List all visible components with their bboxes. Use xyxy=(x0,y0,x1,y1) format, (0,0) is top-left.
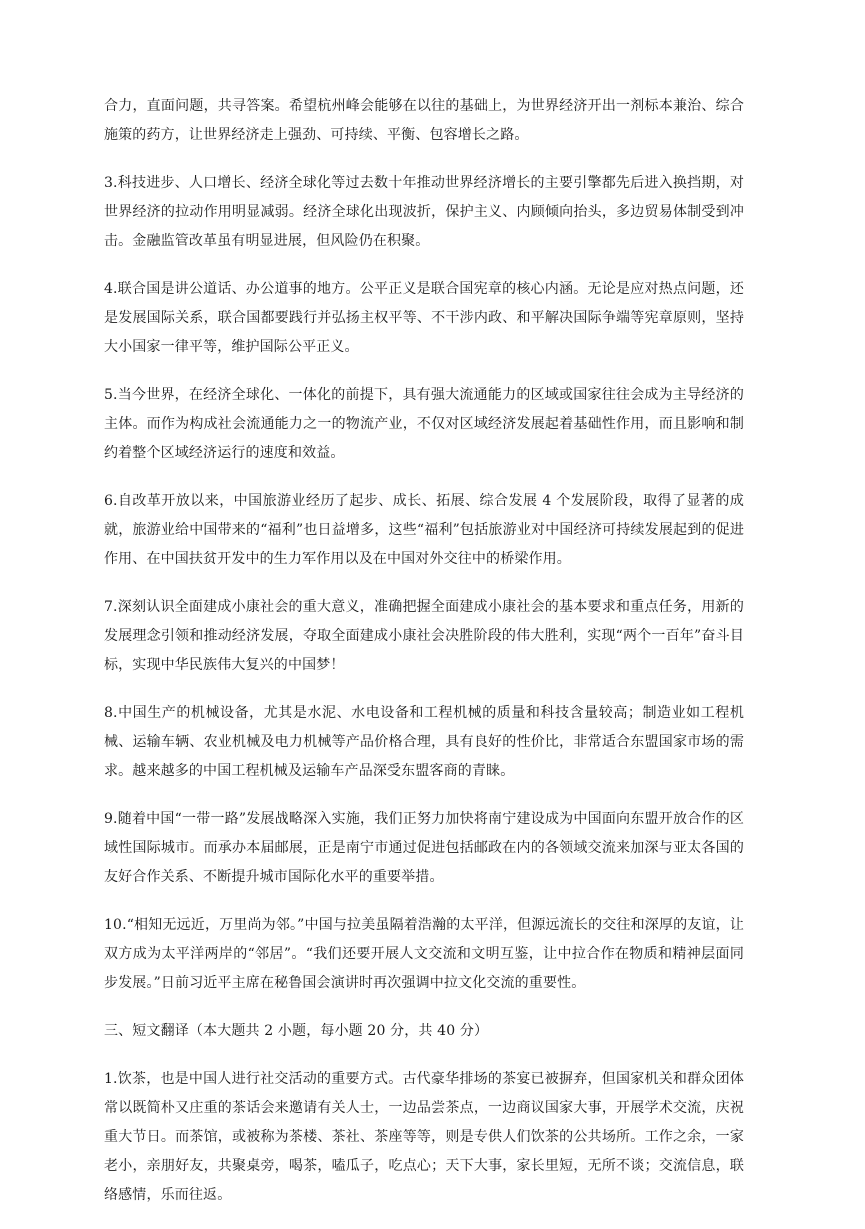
paragraph-item-8: 8.中国生产的机械设备，尤其是水泥、水电设备和工程机械的质量和科技含量较高；制造业如工程机械、运输车辆、农业机械及电力机械等产品价格合理，具有良好的性价比，非常适合东盟国家市场的需求。越来越多的中国工程机械及运输车产品深受东盟客商的青睐。 xyxy=(104,705,744,779)
paragraph-item-10: 10.“相知无远近，万里尚为邻。”中国与拉美虽隔着浩瀚的太平洋，但源远流长的交往和深厚的友谊，让双方成为太平洋两岸的“邻居”。“我们还要开展人文交流和文明互鉴，让中拉合作在物质和精神层面同步发展。”日前习近平主席在秘鲁国会演讲时再次强调中拉文化交流的重要性。 xyxy=(104,917,744,991)
passage-paragraph-1: 1.饮茶，也是中国人进行社交活动的重要方式。古代豪华排场的茶宴已被摒弃，但国家机关和群众团体常以既简朴又庄重的茶话会来邀请有关人士，一边品尝茶点，一边商议国家大事，开展学术交流，庆祝重大节日。而茶馆，或被称为茶楼、茶社、茶座等等，则是专供人们饮茶的公共场所。工作之余，一家老小，亲朋好友，共聚桌旁，喝茶，嗑瓜子，吃点心；天下大事，家长里短，无所不谈；交流信息，联络感情，乐而往返。 xyxy=(104,1071,744,1203)
paragraph-item-6: 6.自改革开放以来，中国旅游业经历了起步、成长、拓展、综合发展 4 个发展阶段，取得了显著的成就，旅游业给中国带来的“福利”也日益增多，这些“福利”包括旅游业对中国经济可持续发展起到的促进作用、在中国扶贫开发中的生力军作用以及在中国对外交往中的桥梁作用。 xyxy=(104,493,744,567)
paragraph-item-7: 7.深刻认识全面建成小康社会的重大意义，准确把握全面建成小康社会的基本要求和重点任务，用新的发展理念引领和推动经济发展，夺取全面建成小康社会决胜阶段的伟大胜利，实现“两个一百年”奋斗目标，实现中华民族伟大复兴的中国梦！ xyxy=(104,599,744,673)
paragraph-item-3: 3.科技进步、人口增长、经济全球化等过去数十年推动世界经济增长的主要引擎都先后进入换挡期，对世界经济的拉动作用明显减弱。经济全球化出现波折，保护主义、内顾倾向抬头，多边贸易体制受到冲击。金融监管改革虽有明显进展，但风险仍在积聚。 xyxy=(104,175,744,249)
paragraph-item-5: 5.当今世界，在经济全球化、一体化的前提下，具有强大流通能力的区域或国家往往会成为主导经济的主体。而作为构成社会流通能力之一的物流产业，不仅对区域经济发展起着基础性作用，而且影响和制约着整个区域经济运行的速度和效益。 xyxy=(104,387,744,461)
paragraph-continuation: 合力，直面问题，共寻答案。希望杭州峰会能够在以往的基础上，为世界经济开出一剂标本兼治、综合施策的药方，让世界经济走上强劲、可持续、平衡、包容增长之路。 xyxy=(104,98,744,143)
paragraph-item-9: 9.随着中国“一带一路”发展战略深入实施，我们正努力加快将南宁建设成为中国面向东盟开放合作的区域性国际城市。而承办本届邮展，正是南宁市通过促进包括邮政在内的各领域交流来加深与亚太各国的友好合作关系、不断提升城市国际化水平的重要举措。 xyxy=(104,811,744,885)
section-heading: 三、短文翻译（本大题共 2 小题，每小题 20 分，共 40 分） xyxy=(104,1023,489,1039)
paragraph-item-4: 4.联合国是讲公道话、办公道事的地方。公平正义是联合国宪章的核心内涵。无论是应对热点问题，还是发展国际关系，联合国都要践行并弘扬主权平等、不干涉内政、和平解决国际争端等宪章原则，坚持大小国家一律平等，维护国际公平正义。 xyxy=(104,281,744,355)
document-body xyxy=(104,92,744,1229)
